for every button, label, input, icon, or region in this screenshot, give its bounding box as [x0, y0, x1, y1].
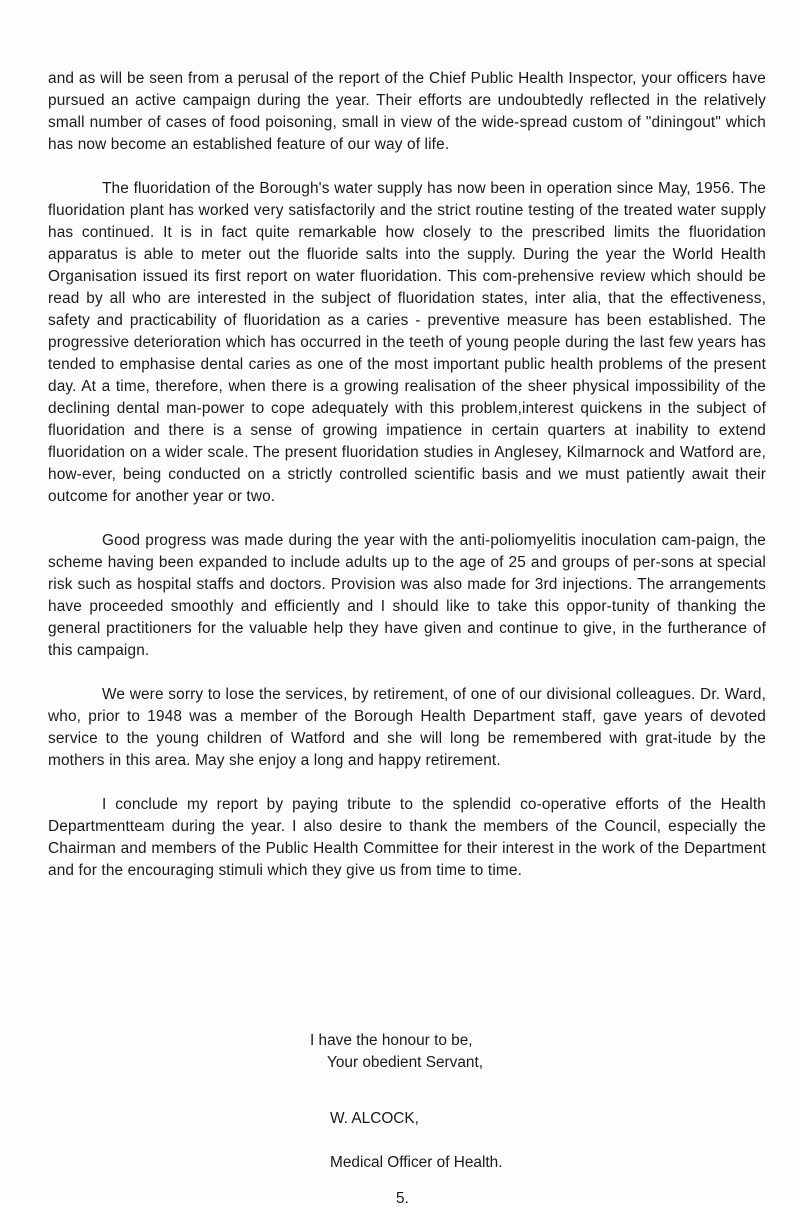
paragraph-food-poisoning: and as will be seen from a perusal of the report of the Chief Public Health Inspector, your officers have pursued an active campaign during the year. Their efforts are undoubtedly reflected in the relatively small number of cases of food poisoning, small in view of the wide-spread custom of "diningout" which has now become an established feature of our way of life. — [48, 70, 766, 153]
paragraph-fluoridation: The fluoridation of the Borough's water supply has now been in operation since May, 1956. The fluoridation plant has worked very satisfactorily and the strict routine testing of the treated water supply has continued. It is in fact quite remarkable how closely to the prescribed limits the fluoridation apparatus is able to meter out the fluoride salts into the supply. During the year the World Health Organisation issued its first report on water fluoridation. This com-prehensive review which should be read by all who are interested in the subject of fluoridation states, inter alia, that the effectiveness, safety and practicability of fluoridation as a caries - preventive measure has been established. The progressive deterioration which has occurred in the teeth of young people during the last few years has tended to emphasise dental caries as one of the most important public health problems of the present day. At a time, therefore, when there is a growing realisation of the sheer physical impossibility of the declining dental man-power to cope adequately with this problem,interest quickens in the subject of fluoridation and there is a sense of growing impatience in certain quarters at inability to extend fluoridation on a wider scale. The present fluoridation studies in Anglesey, Kilmarnock and Watford are, how-ever, being conducted on a strictly controlled scientific basis and we must patiently await their outcome for another year or two. — [48, 180, 766, 505]
closing-salutation: I have the honour to be, — [310, 1032, 473, 1049]
report-body — [48, 68, 766, 904]
paragraph-poliomyelitis: Good progress was made during the year with the anti-poliomyelitis inoculation cam-paign, the scheme having been expanded to include adults up to the age of 25 and groups of per-sons at special risk such as hospital staffs and doctors. Provision was also made for 3rd injections. The arrangements have proceeded smoothly and efficiently and I should like to take this oppor-tunity of thanking the general practitioners for the valuable help they have given and continue to give, in the furtherance of this campaign. — [48, 532, 766, 659]
paragraph-retirement: We were sorry to lose the services, by retirement, of one of our divisional colleagues. Dr. Ward, who, prior to 1948 was a member of the Borough Health Department staff, gave years of devoted service to the young children of Watford and she will long be remembered with grat-itude by the mothers in this area. May she enjoy a long and happy retirement. — [48, 686, 766, 769]
signature-name: W. ALCOCK, — [330, 1110, 419, 1127]
closing-servant: Your obedient Servant, — [327, 1054, 484, 1071]
signature-title: Medical Officer of Health. — [330, 1154, 503, 1171]
page-number: 5. — [396, 1190, 409, 1207]
paragraph-conclusion: I conclude my report by paying tribute to the splendid co-operative efforts of the Health Departmentteam during the year. I also desire to thank the members of the Council, especially the Chairman and members of the Public Health Committee for their interest in the work of the Department and for the encouraging stimuli which they give us from time to time. — [48, 796, 766, 879]
